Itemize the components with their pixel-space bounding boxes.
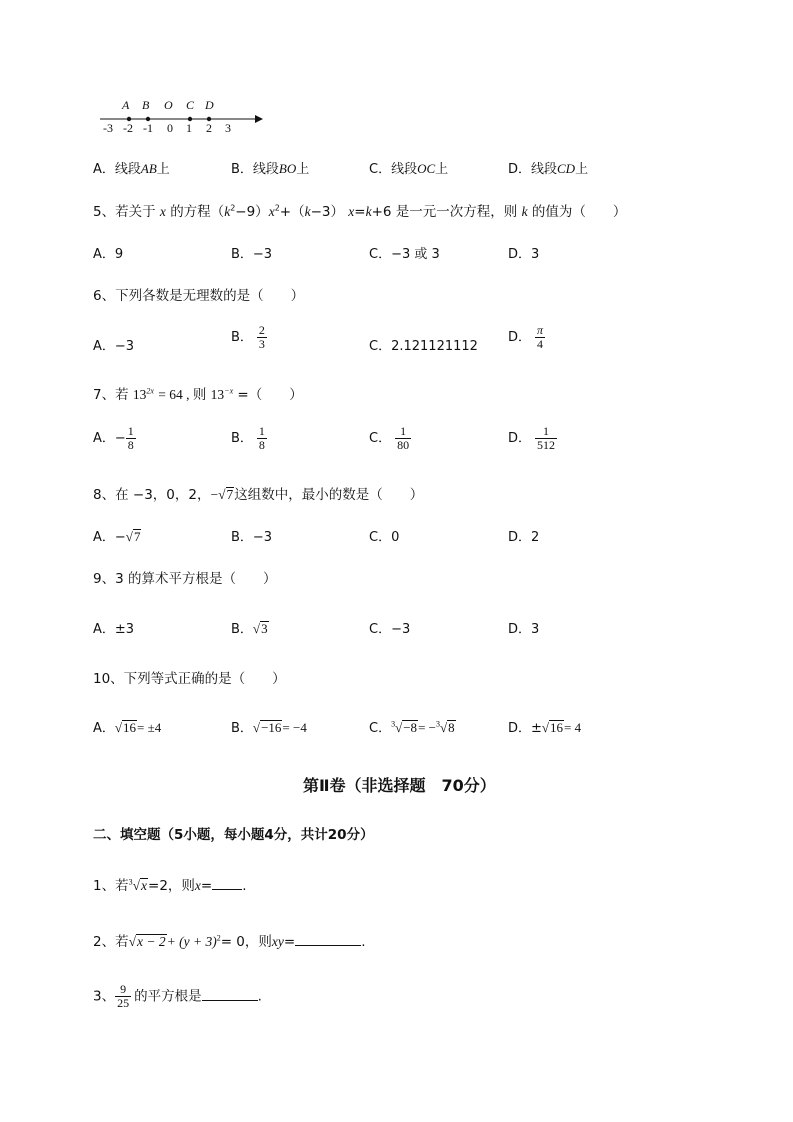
sqrt-sign-icon: √ xyxy=(252,621,261,636)
q-text: = 64 , 则 xyxy=(158,387,207,402)
root-index: 3 xyxy=(128,877,133,887)
radicand: 16 xyxy=(123,720,137,735)
q4-option-b[interactable] xyxy=(231,158,309,177)
q7-option-a[interactable] xyxy=(93,425,136,452)
answer-blank[interactable] xyxy=(202,988,258,1001)
q7-option-c[interactable] xyxy=(369,425,411,452)
fraction xyxy=(395,425,411,452)
point-label-d: D xyxy=(205,98,214,112)
tick-label: -3 xyxy=(103,121,113,135)
q9-option-c[interactable]: C．−3 xyxy=(369,622,411,637)
option-text: 上 xyxy=(296,162,310,177)
q-text: −3） xyxy=(310,204,344,220)
option-math: = − xyxy=(418,720,436,735)
option-label: A．线段 xyxy=(93,162,141,177)
option-math: CD xyxy=(557,161,576,176)
tick-label: 0 xyxy=(167,121,173,135)
math-var: x xyxy=(268,204,275,219)
math-var: x xyxy=(159,204,166,219)
math-exponent: 2x xyxy=(146,386,154,396)
fraction xyxy=(257,425,267,452)
radicand: x xyxy=(141,878,148,893)
sqrt-sign-icon: √ xyxy=(218,487,226,502)
q4-option-c[interactable] xyxy=(369,158,448,177)
answer-blank[interactable] xyxy=(212,877,242,890)
q-text: 的方程（ xyxy=(170,204,225,220)
q-text: 这组数中，最小的数是（ ） xyxy=(234,487,424,503)
option-label: C． xyxy=(369,431,392,446)
denominator: 25 xyxy=(117,996,130,1010)
numerator: 9 xyxy=(120,982,127,996)
q7-option-b[interactable] xyxy=(231,425,267,452)
point-label-c: C xyxy=(186,98,195,112)
tick-label: 3 xyxy=(225,121,231,135)
q6-option-a[interactable]: A．−3 xyxy=(93,339,135,354)
q-text: . xyxy=(257,988,262,1005)
tick-label: 2 xyxy=(206,121,212,135)
sqrt-sign-icon: √ xyxy=(541,720,550,735)
radicand: −16 xyxy=(261,720,282,735)
fraction xyxy=(257,324,267,351)
math-var: xy xyxy=(271,934,284,949)
q-text: +（ xyxy=(279,204,305,220)
question-9: 9、3 的算术平方根是（ ） xyxy=(93,571,277,587)
sqrt-sign-icon: √ xyxy=(125,529,133,544)
numerator: 2 xyxy=(258,323,265,337)
q-text: =2，则 xyxy=(148,878,195,894)
option-label: A．− xyxy=(93,530,126,545)
q6-option-d[interactable] xyxy=(508,324,545,351)
fraction xyxy=(535,324,545,351)
denominator: 3 xyxy=(258,337,265,351)
q7-option-d[interactable] xyxy=(508,425,557,452)
option-text: 上 xyxy=(156,162,170,177)
option-label: B． xyxy=(231,721,253,736)
math-var: k xyxy=(521,204,528,219)
sqrt-sign-icon: √ xyxy=(439,720,448,735)
q8-option-c[interactable]: C．0 xyxy=(369,530,400,545)
q9-option-b[interactable] xyxy=(231,618,269,637)
sqrt-sign-icon: √ xyxy=(114,720,123,735)
q-text: . xyxy=(361,934,366,950)
q-text: = xyxy=(283,934,296,950)
radicand: 7 xyxy=(226,487,234,502)
q-text: . xyxy=(242,878,247,894)
question-8 xyxy=(93,483,423,503)
q-text: 7、若 xyxy=(93,387,129,403)
sqrt-sign-icon: √ xyxy=(132,878,141,893)
question-6: 6、下列各数是无理数的是（ ） xyxy=(93,288,305,304)
denominator: 80 xyxy=(397,438,410,452)
radicand: x − 2 xyxy=(137,934,166,949)
part-title: 第Ⅱ卷（非选择题 70分） xyxy=(303,776,496,795)
fill-question-2 xyxy=(93,930,366,950)
sqrt-sign-icon: √ xyxy=(128,934,137,949)
q5-option-c[interactable]: C．−3 或 3 xyxy=(369,247,440,262)
sqrt-sign-icon: √ xyxy=(395,720,403,735)
denominator: 4 xyxy=(537,337,544,351)
math-expr: + (y + 3) xyxy=(166,934,217,949)
denominator: 8 xyxy=(127,438,134,452)
q6-option-c[interactable]: C．2.121121112 xyxy=(369,339,478,354)
numerator: 1 xyxy=(543,424,550,438)
option-label: D． xyxy=(508,431,532,446)
q8-option-d[interactable]: D．2 xyxy=(508,530,540,545)
root-index: 3 xyxy=(435,719,440,729)
sqrt-sign-icon: √ xyxy=(252,720,261,735)
point-label-a: A xyxy=(122,98,130,112)
q10-option-a[interactable] xyxy=(93,717,161,736)
math-var: k xyxy=(304,204,311,219)
option-math: = −4 xyxy=(282,720,307,735)
fill-question-1 xyxy=(93,874,247,894)
q-text: 2、若 xyxy=(93,934,129,950)
math-var: k xyxy=(365,204,372,219)
math-var: x xyxy=(348,204,355,219)
numerator: 1 xyxy=(258,424,265,438)
option-label: D．线段 xyxy=(508,162,558,177)
option-label: C．线段 xyxy=(369,162,418,177)
q-text: 8、在 −3，0，2， xyxy=(93,487,211,503)
option-label: D． xyxy=(508,330,532,345)
math-exponent: −x xyxy=(224,386,234,396)
option-label: B． xyxy=(231,622,253,637)
denominator: 8 xyxy=(258,438,265,452)
math-sign: − xyxy=(210,487,219,502)
q-text: =（ ） xyxy=(237,387,303,403)
section-heading: 二、填空题（5小题，每小题4分，共计20分） xyxy=(93,827,374,843)
q8-option-b[interactable]: B．−3 xyxy=(231,530,273,545)
q-text: = xyxy=(354,204,366,220)
q10-option-c[interactable] xyxy=(369,717,456,736)
q4-option-a[interactable] xyxy=(93,158,170,177)
q5-option-b[interactable]: B．−3 xyxy=(231,247,273,262)
q-text: = 0，则 xyxy=(220,934,272,950)
q9-option-a[interactable]: A．±3 xyxy=(93,622,135,637)
option-math: OC xyxy=(417,161,436,176)
option-label: B． xyxy=(231,330,253,345)
q-text: +6 是一元一次方程，则 xyxy=(371,204,518,220)
option-label: A．− xyxy=(93,431,126,446)
arrow-right-icon xyxy=(255,115,263,123)
math-var: k xyxy=(224,204,231,219)
radicand: −8 xyxy=(403,720,418,735)
option-label: C． xyxy=(369,721,392,736)
tick-label: -1 xyxy=(143,121,153,135)
q-text: = xyxy=(200,878,213,894)
option-math: AB xyxy=(140,161,157,176)
fraction xyxy=(126,425,136,452)
option-label: A． xyxy=(93,721,115,736)
tick-label: 1 xyxy=(186,121,192,135)
root-index: 3 xyxy=(391,719,396,729)
point-label-b: B xyxy=(142,98,150,112)
q4-option-d[interactable] xyxy=(508,158,588,177)
radicand: 16 xyxy=(550,720,564,735)
option-text: 上 xyxy=(575,162,589,177)
q-text: −9） xyxy=(235,204,269,220)
math-base: 13 xyxy=(132,387,147,402)
option-text: 上 xyxy=(435,162,449,177)
option-label: B．线段 xyxy=(231,162,279,177)
q-text: 1、若 xyxy=(93,878,129,894)
option-math: = 4 xyxy=(564,720,582,735)
q-text: 的平方根是 xyxy=(134,988,202,1005)
q8-option-a[interactable] xyxy=(93,526,141,545)
numerator: 1 xyxy=(127,424,134,438)
q6-option-b[interactable] xyxy=(231,324,267,351)
option-math: BO xyxy=(278,161,297,176)
point-label-o: O xyxy=(164,98,173,112)
math-exponent: 2 xyxy=(216,933,221,943)
question-5: 5、若关于 x 的方程$(k^2-9)x^2+(k-3)$ x=k+6 是一元一次方程，则 k 的值为（ ） xyxy=(93,203,627,220)
fraction xyxy=(535,425,557,452)
denominator: 512 xyxy=(537,438,556,452)
numerator: 1 xyxy=(400,424,407,438)
option-label: B． xyxy=(231,431,253,446)
radicand: 8 xyxy=(448,720,455,735)
question-10: 10、下列等式正确的是（ ） xyxy=(93,671,286,687)
q9-option-d[interactable]: D．3 xyxy=(508,622,540,637)
fill-question-3 xyxy=(93,983,262,1010)
tick-label: -2 xyxy=(123,121,133,135)
q5-option-d[interactable]: D．3 xyxy=(508,247,540,262)
q-text: 5、若关于 xyxy=(93,204,156,220)
option-math: = ±4 xyxy=(137,720,162,735)
option-label: D．± xyxy=(508,721,542,736)
answer-blank[interactable] xyxy=(295,933,361,946)
fraction xyxy=(115,983,131,1010)
q-text: 3、 xyxy=(93,988,116,1005)
question-7 xyxy=(93,383,303,403)
math-base: 13 xyxy=(210,387,225,402)
q-text: 的值为（ ） xyxy=(531,204,627,220)
numerator: π xyxy=(537,323,544,337)
radicand: 3 xyxy=(261,621,268,636)
q10-option-b[interactable] xyxy=(231,717,307,736)
q10-option-d[interactable] xyxy=(508,717,581,736)
math-var: x xyxy=(194,878,201,893)
radicand: 7 xyxy=(133,529,141,544)
q5-option-a[interactable]: A．9 xyxy=(93,247,124,262)
